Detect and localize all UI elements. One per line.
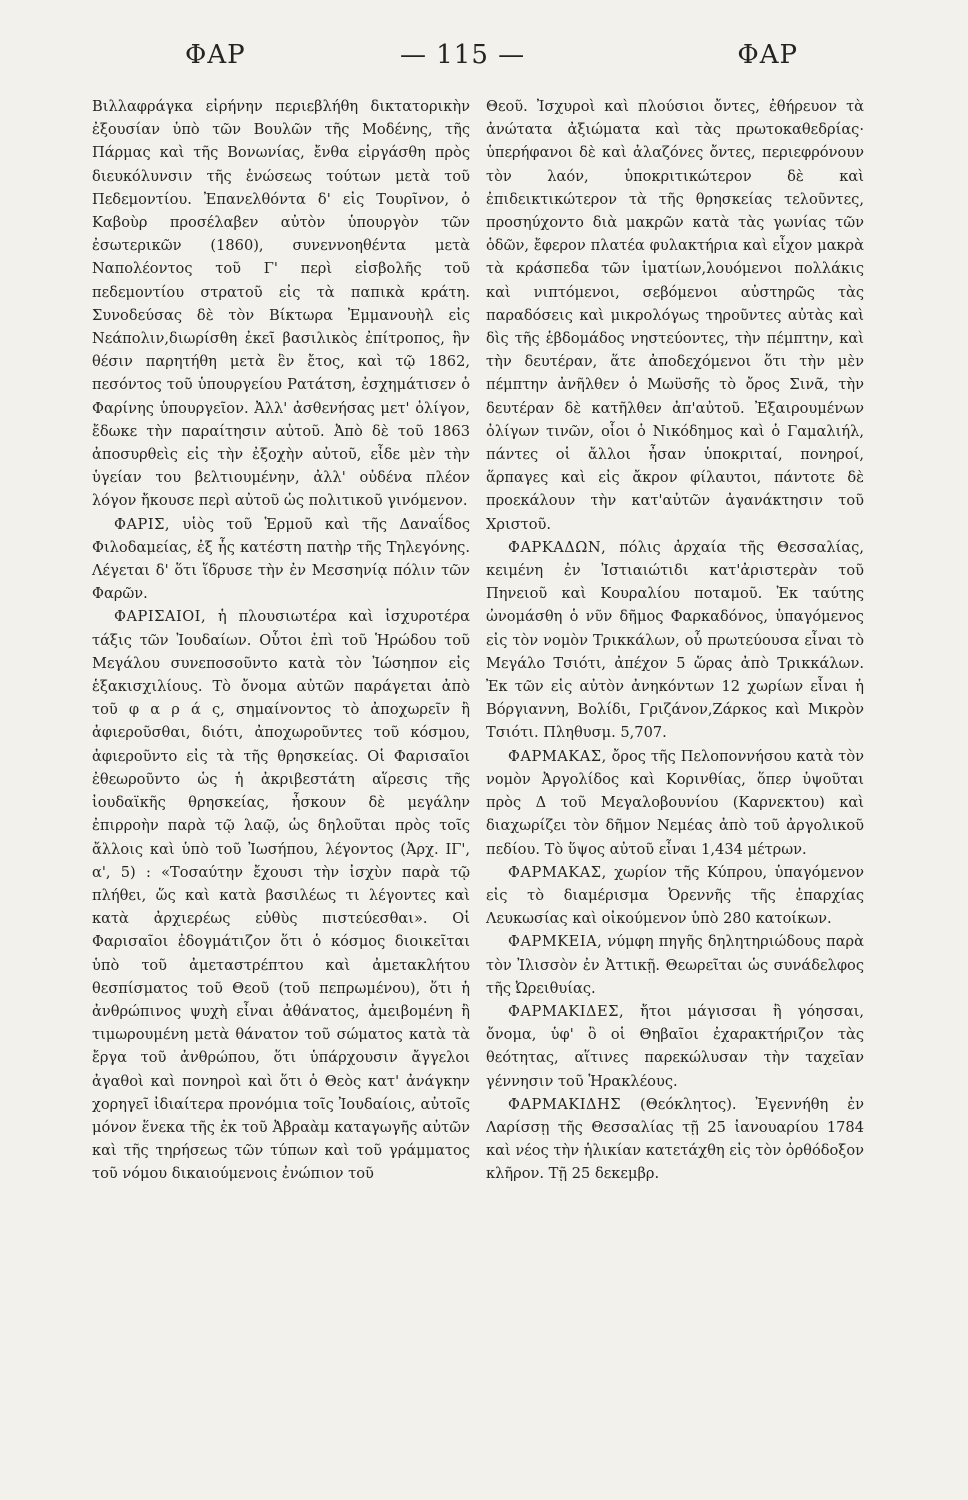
right-column [486,95,864,1186]
dictionary-entry [486,1000,864,1093]
entry-body: υἱὸς τοῦ Ἑρμοῦ καὶ τῆς Δαναΐδος Φιλοδαμείας, ἐξ ἧς κατέστη πατὴρ τῆς Τηλεγόνης. Λέγεται δ' ὅτι ἵδρυσε τὴν ἐν Μεσσηνίᾳ πόλιν τῶν Φαρῶν. [92,515,470,603]
entry-headword: ΦΑΡΚΑΔΩΝ, [508,538,607,556]
entry-headword: ΦΑΡΜΑΚΙΔΗΣ [508,1095,622,1113]
header-left-keyword: ΦΑΡ [185,40,246,70]
left-column [92,95,470,1186]
entry-headword: ΦΑΡΜΑΚΙΔΕΣ, [508,1002,625,1020]
entry-headword: ΦΑΡΙΣ, [114,515,171,533]
running-header [90,40,878,80]
dictionary-entry [92,605,470,1185]
entry-body: πόλις ἀρχαία τῆς Θεσσαλίας, κειμένη ἐν Ἰστιαιώτιδι κατ'ἀριστερὰν τοῦ Πηνειοῦ καὶ Κουραλίου ποταμοῦ. Ἐκ ταύτης ὠνομάσθη ὁ νῦν δῆμος Φαρκαδόνος, ὑπαγόμενος εἰς τὸν νομὸν Τρικκάλων, οὗ πρωτεύουσα εἶναι τὸ Μεγάλο Τσιότι, ἀπέχον 5 ὥρας ἀπὸ Τρικκάλων. Ἐκ τῶν εἰς αὐτὸν ἀνηκόντων 12 χωρίων εἶναι ἡ Βόργιαννη, Βολίδι, Γριζάνον,Ζάρκος καὶ Μικρὸν Τσιότι. Πληθυσμ. 5,707. [486,538,864,742]
entry-body: χωρίον τῆς Κύπρου, ὑπαγόμενον εἰς τὸ διαμέρισμα Ὀρεννῆς τῆς ἐπαρχίας Λευκωσίας καὶ οἰκούμενον ὑπὸ 280 κατοίκων. [486,863,864,928]
entry-headword: ΦΑΡΜΚΕΙΑ, [508,933,603,951]
dictionary-entry [486,930,864,1000]
entry-body: ἡ πλουσιωτέρα καὶ ἰσχυροτέρα τάξις τῶν Ἰουδαίων. Οὗτοι ἐπὶ τοῦ Ἡρώδου τοῦ Μεγάλου συνεποσοῦντο κατὰ τὸν Ἰώσηπον εἰς ἑξακισχιλίους. Τὸ ὄνομα αὐτῶν παράγεται ἀπὸ τοῦ φ α ρ ά ς, σημαίνοντος τὸ ἀποχωρεῖν ἢ ἀφιεροῦσθαι, διότι, ἀποχωροῦντες τοῦ κόσμου, ἀφιεροῦντο εἰς τὰ τῆς θρησκείας. Οἱ Φαρισαῖοι ἐθεωροῦντο ὡς ἡ ἀκριβεστάτη αἵρεσις τῆς ἰουδαϊκῆς θρησκείας, ἦσκουν δὲ μεγάλην ἐπιρροὴν παρὰ τῷ λαῷ, ὡς δηλοῦται πρὸς τοῖς ἄλλοις καὶ ὑπὸ τοῦ Ἰωσήπου, λέγοντος (Ἀρχ. ΙΓ', α', 5) : «Τοσαύτην ἔχουσι τὴν ἰσχὺν παρὰ τῷ πλήθει, ὥς καὶ κατὰ βασιλέως τι λέγοντες καὶ κατὰ ἀρχιερέως εὐθὺς πιστεύεσθαι». Οἱ Φαρισαῖοι ἐδογμάτιζον ὅτι ὁ κόσμος διοικεῖται ὑπὸ τοῦ ἀμεταστρέπτου καὶ ἀμετακλήτου θεσπίσματος τοῦ Θεοῦ (τοῦ πεπρωμένου), ὅτι ἡ ἀνθρώπινος ψυχὴ εἶναι ἀθάνατος, ἀμειβομένη ἢ τιμωρουμένη μετὰ θάνατον τοῦ σώματος κατὰ τὰ ἔργα τοῦ ἀνθρώπου, ὅτι ὑπάρχουσιν ἄγγελοι ἀγαθοὶ καὶ πονηροὶ καὶ ὅτι ὁ Θεὸς κατ' ἀνάγκην χορηγεῖ ἰδιαίτερα προνόμια τοῖς Ἰουδαίοις, αὐτοῖς μόνον ἕνεκα τῆς ἐκ τοῦ Ἀβραὰμ καταγωγῆς αὐτῶν καὶ τῆς τηρήσεως τῶν τύπων καὶ τοῦ γράμματος τοῦ νόμου δικαιούμενοις ἐνώπιον τοῦ [92,608,470,1183]
dictionary-entry [92,513,470,606]
entry-body: ἤτοι μάγισσαι ἢ γόησσαι, ὄνομα, ὑφ' ὃ οἱ Θηβαῖοι ἐχαρακτήριζον τὰς θεότητας, αἵτινες παρεκώλυσαν τὴν ταχεῖαν γέννησιν τοῦ Ἡρακλέους. [486,1002,864,1090]
entry-body: (Θεόκλητος). Ἐγεννήθη ἐν Λαρίσσῃ τῆς Θεσσαλίας τῇ 25 ἰανουαρίου 1784 καὶ νέος τὴν ἡλικίαν κατετάχθη εἰς τὸν ὀρθόδοξον κλῆρον. Τῇ 25 δεκεμβρ. [486,1095,864,1183]
page-number: — 115 — [400,40,526,70]
entry-headword: ΦΑΡΜΑΚΑΣ, [508,863,607,881]
dictionary-entry [486,861,864,931]
entry-body: νύμφη πηγῆς δηλητηριώδους παρὰ τὸν Ἰλισσὸν ἐν Ἀττικῇ. Θεωρεῖται ὡς συνάδελφος τῆς Ὠρειθυίας. [486,933,864,997]
continued-entry-text: Θεοῦ. Ἰσχυροὶ καὶ πλούσιοι ὄντες, ἐθήρευον τὰ ἀνώτατα ἀξιώματα καὶ τὰς πρωτοκαθεδρίας· ὑπερήφανοι δὲ καὶ ἀλαζόνες ὄντες, περιεφρόνουν τὸν λαόν, ὑποκριτικώτερον δὲ καὶ ἐπιδεικτικώτερον τὰ τῆς θρησκείας τελοῦντες, προσηύχοντο διὰ μακρῶν κατὰ τὰς γωνίας τῶν ὁδῶν, ἔφερον πλατέα φυλακτήρια καὶ εἶχον μακρὰ τὰ κράσπεδα τῶν ἱματίων,λουόμενοι πολλάκις καὶ νιπτόμενοι, σεβόμενοι αὐστηρῶς τὰς παραδόσεις καὶ μικρολόγως τηροῦντες αὐτὰς καὶ δὶς τῆς ἑβδομάδος νηστεύοντες, τὴν πέμπτην, καὶ τὴν δευτέραν, ἅτε ἀποδεχόμενοι ὅτι τὴν μὲν πέμπτην ἀνῆλθεν ὁ Μωϋσῆς τὸ ὄρος Σινᾶ, τὴν δευτέραν δὲ κατῆλθεν ἀπ'αὐτοῦ. Ἐξαιρουμένων ὀλίγων τινῶν, οἷοι ὁ Νικόδημος καὶ ὁ Γαμαλιήλ, πάντες οἱ ἄλλοι ἦσαν ὑποκριταί, πονηροί, ἅρπαγες καὶ εἰς ἄκρον φίλαυτοι, πάντοτε δὲ προεκάλουν τὴν κατ'αὐτῶν ἀγανάκτησιν τοῦ Χριστοῦ. [486,98,864,533]
entry-headword: ΦΑΡΙΣΑΙΟΙ, [114,608,207,626]
dictionary-entry [486,1093,864,1186]
entry-body: ὄρος τῆς Πελοποννήσου κατὰ τὸν νομὸν Ἀργολίδος καὶ Κορινθίας, ὅπερ ὑψοῦται πρὸς Δ τοῦ Μεγαλοβουνίου (Καρνεκτου) καὶ διαχωρίζει τὸν δῆμον Νεμέας ἀπὸ τοῦ ἀργολικοῦ πεδίου. Τὸ ὕψος αὐτοῦ εἶναι 1,434 μέτρων. [486,747,864,858]
entry-headword: ΦΑΡΜΑΚΑΣ, [508,747,607,765]
continued-entry-text: Βιλλαφράγκα εἰρήνην περιεβλήθη δικτατορικὴν ἐξουσίαν ὑπὸ τῶν Βουλῶν τῆς Μοδένης, τῆς Πάρμας καὶ τῆς Βονωνίας, ἔνθα εἰργάσθη πρὸς διευκόλυνσιν τῆς ἑνώσεως τούτων μετὰ τοῦ Πεδεμοντίου. Ἐπανελθόντα δ' εἰς Τουρῖνον, ὁ Καβοὺρ προσέλαβεν αὐτὸν ὑπουργὸν τῶν ἐσωτερικῶν (1860), συνεννοηθέντα μετὰ Ναπολέοντος τοῦ Γ' περὶ εἰσβολῆς τοῦ πεδεμοντίου στρατοῦ εἰς τὰ παπικὰ κράτη. Συνοδεύσας δὲ τὸν Βίκτωρα Ἐμμανουὴλ εἰς Νεάπολιν,διωρίσθη ἐκεῖ βασιλικὸς ἐπίτροπος, ἣν θέσιν παρητήθη μετὰ ἓν ἔτος, καὶ τῷ 1862, πεσόντος τοῦ ὑπουργείου Ρατάτση, ἐσχημάτισεν ὁ Φαρίνης ὑπουργεῖον. Ἀλλ' ἀσθενήσας μετ' ὀλίγον, ἔδωκε τὴν παραίτησιν αὐτοῦ. Ἀπὸ δὲ τοῦ 1863 ἀποσυρθεὶς εἰς τὴν ἐξοχὴν αὐτοῦ, εἶδε μὲν τὴν ὑγείαν του βελτιουμένην, ἀλλ' οὐδένα πλέον λόγον ἤκουσε περὶ αὐτοῦ ὡς πολιτικοῦ γινόμενον. [92,98,470,510]
header-right-keyword: ΦΑΡ [737,40,798,70]
dictionary-entry [486,745,864,861]
dictionary-entry [486,536,864,745]
